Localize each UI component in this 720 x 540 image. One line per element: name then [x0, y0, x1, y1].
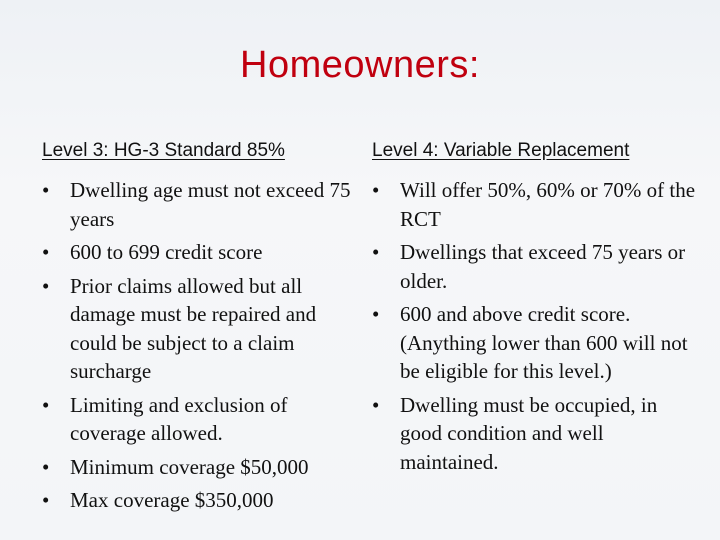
list-item-text: 600 and above credit score. (Anything lower than 600 will not be eligible for this level.) — [400, 302, 688, 383]
list-item-text: Max coverage $350,000 — [70, 488, 274, 512]
bullet-icon: • — [42, 488, 50, 512]
slide-title: Homeowners: — [240, 44, 480, 86]
right-bullet-list — [372, 176, 702, 476]
list-item — [42, 453, 362, 482]
list-item-text: Will offer 50%, 60% or 70% of the RCT — [400, 178, 696, 231]
bullet-icon: • — [372, 302, 380, 326]
list-item — [372, 391, 702, 477]
list-item — [372, 300, 702, 386]
list-item — [42, 272, 362, 386]
left-column — [42, 140, 362, 520]
list-item-text: Dwellings that exceed 75 years or older. — [400, 240, 686, 293]
bullet-icon: • — [42, 240, 50, 264]
list-item-text: Limiting and exclusion of coverage allowed. — [70, 392, 288, 445]
bullet-icon: • — [42, 454, 50, 479]
left-bullet-list — [42, 176, 362, 515]
bullet-icon: • — [372, 178, 380, 202]
list-item-text: 600 to 699 credit score — [70, 240, 263, 264]
list-item — [42, 176, 362, 233]
left-column-heading: Level 3: HG-3 Standard 85% — [42, 140, 285, 161]
bullet-icon: • — [42, 273, 50, 298]
list-item-text: Dwelling age must not exceed 75 years — [70, 178, 351, 231]
bullet-icon: • — [372, 392, 380, 417]
right-column — [372, 140, 702, 481]
list-item — [372, 176, 702, 233]
list-item — [372, 238, 702, 295]
list-item-text: Prior claims allowed but all damage must be repaired and could be subject to a claim surcharge — [70, 273, 317, 383]
list-item — [42, 391, 362, 448]
list-item-text: Dwelling must be occupied, in good condition and well maintained. — [400, 392, 658, 474]
list-item — [42, 238, 362, 267]
bullet-icon: • — [372, 240, 380, 264]
list-item-text: Minimum coverage $50,000 — [70, 454, 309, 479]
list-item — [42, 486, 362, 515]
right-column-heading: Level 4: Variable Replacement — [372, 140, 630, 161]
bullet-icon: • — [42, 392, 50, 417]
bullet-icon: • — [42, 178, 50, 202]
